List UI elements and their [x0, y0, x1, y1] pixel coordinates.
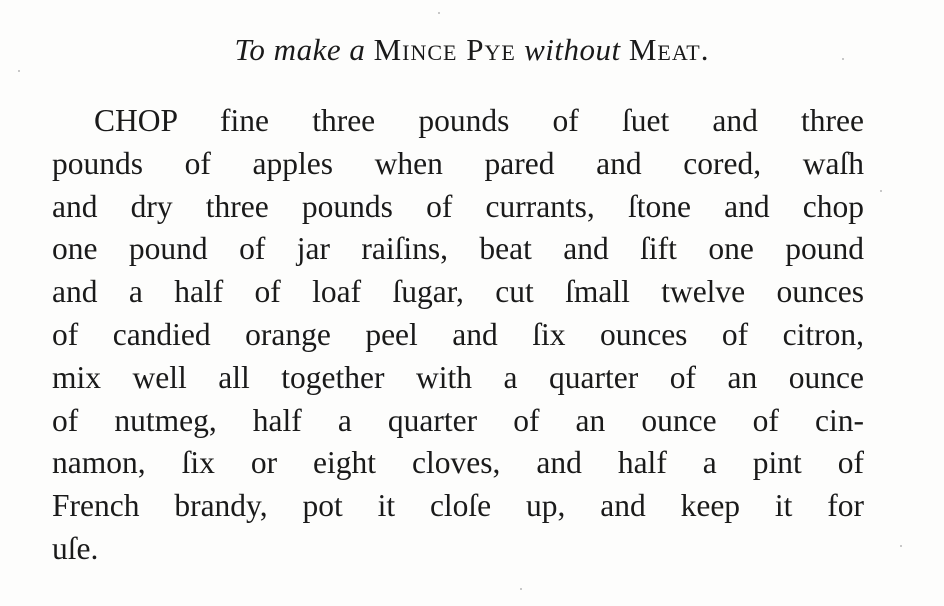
- text-line: mix well all together with a quarter of an ounce: [52, 359, 864, 395]
- text-line: of nutmeg, half a quarter of an ounce of cin-: [52, 402, 864, 438]
- text-line: CHOP fine three pounds of ſuet and three: [94, 103, 864, 138]
- heading-part-2: Mince Pye: [373, 32, 516, 67]
- heading-part-4: Meat.: [628, 32, 710, 67]
- text-line: of candied orange peel and ſix ounces of citron,: [52, 316, 864, 352]
- heading-part-3: without: [524, 32, 621, 67]
- text-line: namon, ſix or eight cloves, and half a pint of: [52, 445, 864, 481]
- text-line: pounds of apples when pared and cored, waſh: [52, 145, 864, 181]
- text-line: and a half of loaf ſugar, cut ſmall twelve ounces: [52, 274, 864, 310]
- print-speck: [900, 545, 902, 547]
- text-line: French brandy, pot it cloſe up, and keep it for: [52, 488, 864, 524]
- text-line: uſe.: [52, 530, 99, 566]
- print-speck: [18, 70, 20, 72]
- print-speck: [520, 588, 522, 590]
- text-line: and dry three pounds of currants, ſtone and chop: [52, 188, 864, 224]
- print-speck: [880, 190, 882, 192]
- text-line: one pound of jar raiſins, beat and ſift one pound: [52, 231, 864, 267]
- print-speck: [842, 58, 844, 60]
- print-speck: [438, 12, 440, 14]
- heading-part-1: To make a: [234, 32, 366, 67]
- recipe-heading: [0, 32, 944, 68]
- recipe-body: [52, 100, 864, 571]
